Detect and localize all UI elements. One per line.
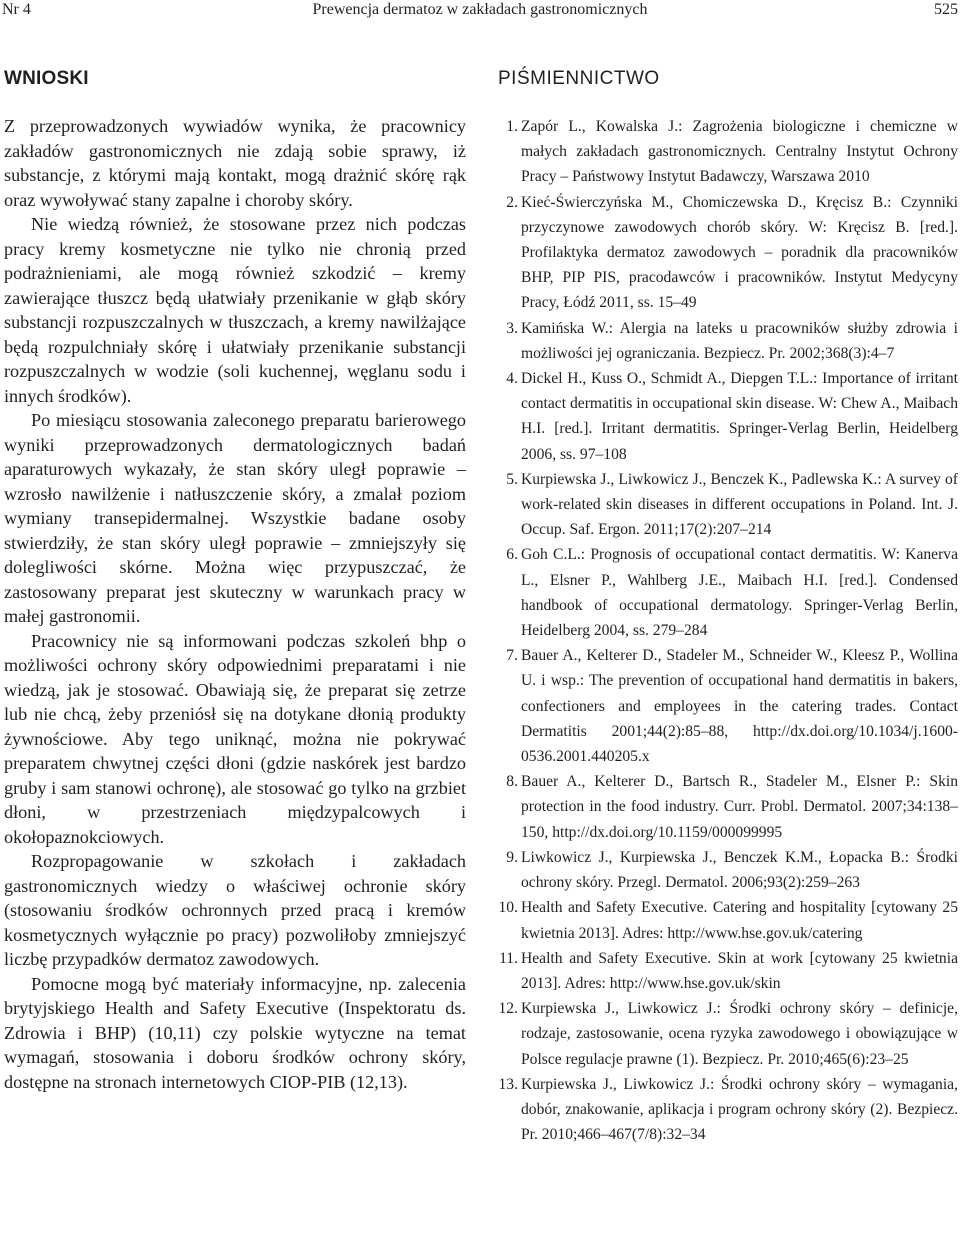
reference-number: 13.: [498, 1075, 518, 1093]
reference-item: [494, 946, 958, 996]
conclusions-body: [4, 114, 466, 1094]
reference-item: [494, 643, 958, 769]
reference-number: 4.: [506, 370, 518, 388]
reference-number: 7.: [506, 647, 518, 665]
reference-text: Kurpiewska J., Liwkowicz J.: Środki ochrony skóry – wymagania, dobór, znakowanie, aplikacja i program ochrony skóry (2). Bezpiecz. Pr. 2010;466–467(7/8):32–34: [521, 1075, 958, 1144]
paragraph: Rozpropagowanie w szkołach i zakładach gastronomicznych wiedzy o właściwej ochronie skóry (stosowaniu środków ochronnych przed pracą i kremów kosmetycznych wyłącznie po pracy) pozwoliłoby zmniejszyć liczbę przypadków dermatoz zawodowych.: [4, 851, 466, 969]
reference-number: 10.: [498, 899, 518, 917]
reference-text: Health and Safety Executive. Skin at work [cytowany 25 kwietnia 2013]. Adres: http://www.hse.gov.uk/skin: [521, 949, 958, 992]
reference-item: [494, 1072, 958, 1148]
reference-text: Kamińska W.: Alergia na lateks u pracowników służby zdrowia i możliwości jej ograniczania. Bezpiecz. Pr. 2002;368(3):4–7: [521, 319, 958, 362]
references-heading: PIŚMIENNICTWO: [498, 68, 660, 89]
reference-number: 12.: [498, 1000, 518, 1018]
page-number: 525: [934, 1, 958, 18]
reference-item: [494, 467, 958, 543]
paragraph: Pracownicy nie są informowani podczas szkoleń bhp o możliwości ochrony skóry odpowiednimi preparatami i nie wiedzą, jak je stosować. Obawiają się, że preparat się zetrze lub nie chcą, żeby przeniósł się na dotykane dłonią produkty żywnościowe. Aby tego uniknąć, można nie pokrywać preparatem chwytnej części dłoni (gdzie naskórek jest bardzo gruby i sam stanowi ochronę), ale stosować go tylko na grzbiet dłoni, w przestrzeniach międzypalcowych i okołopaznokciowych.: [4, 630, 466, 847]
reference-item: [494, 895, 958, 945]
reference-text: Kurpiewska J., Liwkowicz J., Benczek K., Padlewska K.: A survey of work-related skin diseases in different occupations in Poland. Int. J. Occup. Saf. Ergon. 2011;17(2):207–214: [521, 470, 958, 539]
paragraph: Z przeprowadzonych wywiadów wynika, że pracownicy zakładów gastronomicznych nie zdają sobie sprawy, iż substancje, z którymi mają kontakt, mogą drażnić skórę rąk oraz wywoływać stany zapalne i choroby skóry.: [4, 116, 466, 210]
reference-text: Zapór L., Kowalska J.: Zagrożenia biologiczne i chemiczne w małych zakładach gastronomicznych. Centralny Instytut Ochrony Pracy – Państwowy Instytut Badawczy, Warszawa 2010: [521, 118, 958, 186]
reference-item: [494, 542, 958, 643]
reference-item: [494, 114, 958, 190]
reference-number: 11.: [499, 949, 518, 967]
reference-item: [494, 316, 958, 366]
reference-text: Bauer A., Kelterer D., Stadeler M., Schneider W., Kleesz P., Wollina U. i wsp.: The prevention of occupational hand dermatitis in bakers, confectioners and employees in the catering trades. Contact Dermatitis 2001;44(2):85–88, http://dx.doi.org/10.1034/j.1600-0536.2001.440205.x: [521, 647, 958, 766]
reference-number: 9.: [506, 848, 518, 866]
reference-text: Health and Safety Executive. Catering and hospitality [cytowany 25 kwietnia 2013]. Adres: http://www.hse.gov.uk/catering: [521, 899, 958, 942]
reference-item: [494, 769, 958, 845]
reference-item: [494, 845, 958, 895]
conclusions-heading: WNIOSKI: [4, 68, 89, 89]
paragraph: Po miesiącu stosowania zaleconego preparatu barierowego wyniki przeprowadzonych dermatologicznych badań aparaturowych wykazały, że stan skóry uległ poprawie – wzrosło nawilżenie i natłuszczenie skóry, a zmalał poziom wymiany transepidermalnej. Wszystkie badane osoby stwierdziły, że stan skóry uległ poprawie – zmniejszyły się dolegliwości skórne. Można więc przypuszczać, że zastosowany preparat jest skuteczny w warunkach pracy w małej gastronomii.: [4, 410, 466, 626]
reference-number: 5.: [506, 470, 518, 488]
reference-number: 1.: [506, 118, 518, 135]
reference-item: [494, 190, 958, 316]
reference-number: 2.: [506, 193, 518, 211]
paragraph: Nie wiedzą również, że stosowane przez nich podczas pracy kremy kosmetyczne nie tylko nie chronią przed podrażnieniami, ale mogą również szkodzić – kremy zawierające tłuszcz będą ułatwiały przenikanie w głąb skóry substancji rozpuszczalnych w tłuszczach, a kremy nawilżające będą rozpulchniały skórę i ułatwiały przenikanie substancji rozpuszczalnych w wodzie (soli kuchennej, węglanu sodu i innych środków).: [4, 214, 466, 406]
issue-number: Nr 4: [2, 1, 31, 18]
references-section: [494, 64, 958, 1147]
paragraph: Pomocne mogą być materiały informacyjne, np. zalecenia brytyjskiego Health and Safety Executive (Inspektoratu ds. Zdrowia i BHP) (10,11) czy polskie wytyczne na temat wymagań, stosowania i doboru środków ochrony skóry, dostępne na stronach internetowych CIOP-PIB (12,13).: [4, 973, 466, 1092]
reference-text: Kieć-Świerczyńska M., Chomiczewska D., Kręcisz B.: Czynniki przyczynowe zawodowych chorób skóry. W: Kręcisz B. [red.]. Profilaktyka dermatoz zawodowych – poradnik dla pracowników BHP, PIP PIS, pracodawców i pracowników. Instytut Medycyny Pracy, Łódź 2011, ss. 15–49: [521, 193, 958, 312]
reference-item: [494, 366, 958, 467]
reference-text: Goh C.L.: Prognosis of occupational contact dermatitis. W: Kanerva L., Elsner P., Wahlberg J.E., Maibach H.I. [red.]. Condensed handbook of occupational dermatology. Springer-Verlag Berlin, Heidelberg 2004, ss. 279–284: [521, 546, 958, 640]
reference-list: [494, 114, 958, 1147]
reference-text: Bauer A., Kelterer D., Bartsch R., Stadeler M., Elsner P.: Skin protection in the food industry. Curr. Probl. Dermatol. 2007;34:138–150, http://dx.doi.org/10.1159/000099995: [521, 773, 958, 841]
page-header: [0, 0, 960, 20]
reference-text: Kurpiewska J., Liwkowicz J.: Środki ochrony skóry – definicje, rodzaje, zastosowanie, ocena ryzyka zawodowego i obowiązujące w Polsce regulacje prawne (1). Bezpiecz. Pr. 2010;465(6):23–25: [521, 1000, 958, 1068]
reference-number: 3.: [506, 319, 518, 337]
reference-number: 8.: [506, 773, 518, 791]
reference-item: [494, 996, 958, 1072]
conclusions-section: [4, 64, 466, 1094]
running-title: Prewencja dermatoz w zakładach gastronomicznych: [312, 1, 648, 18]
reference-text: Dickel H., Kuss O., Schmidt A., Diepgen T.L.: Importance of irritant contact dermatitis in occupational skin disease. W: Chew A., Maibach H.I. [red.]. Irritant dermatitis. Springer-Verlag Berlin, Heidelberg 2006, ss. 97–108: [521, 370, 958, 463]
reference-text: Liwkowicz J., Kurpiewska J., Benczek K.M., Łopacka B.: Środki ochrony skóry. Przegl. Dermatol. 2006;93(2):259–263: [521, 848, 958, 892]
reference-number: 6.: [506, 546, 518, 564]
